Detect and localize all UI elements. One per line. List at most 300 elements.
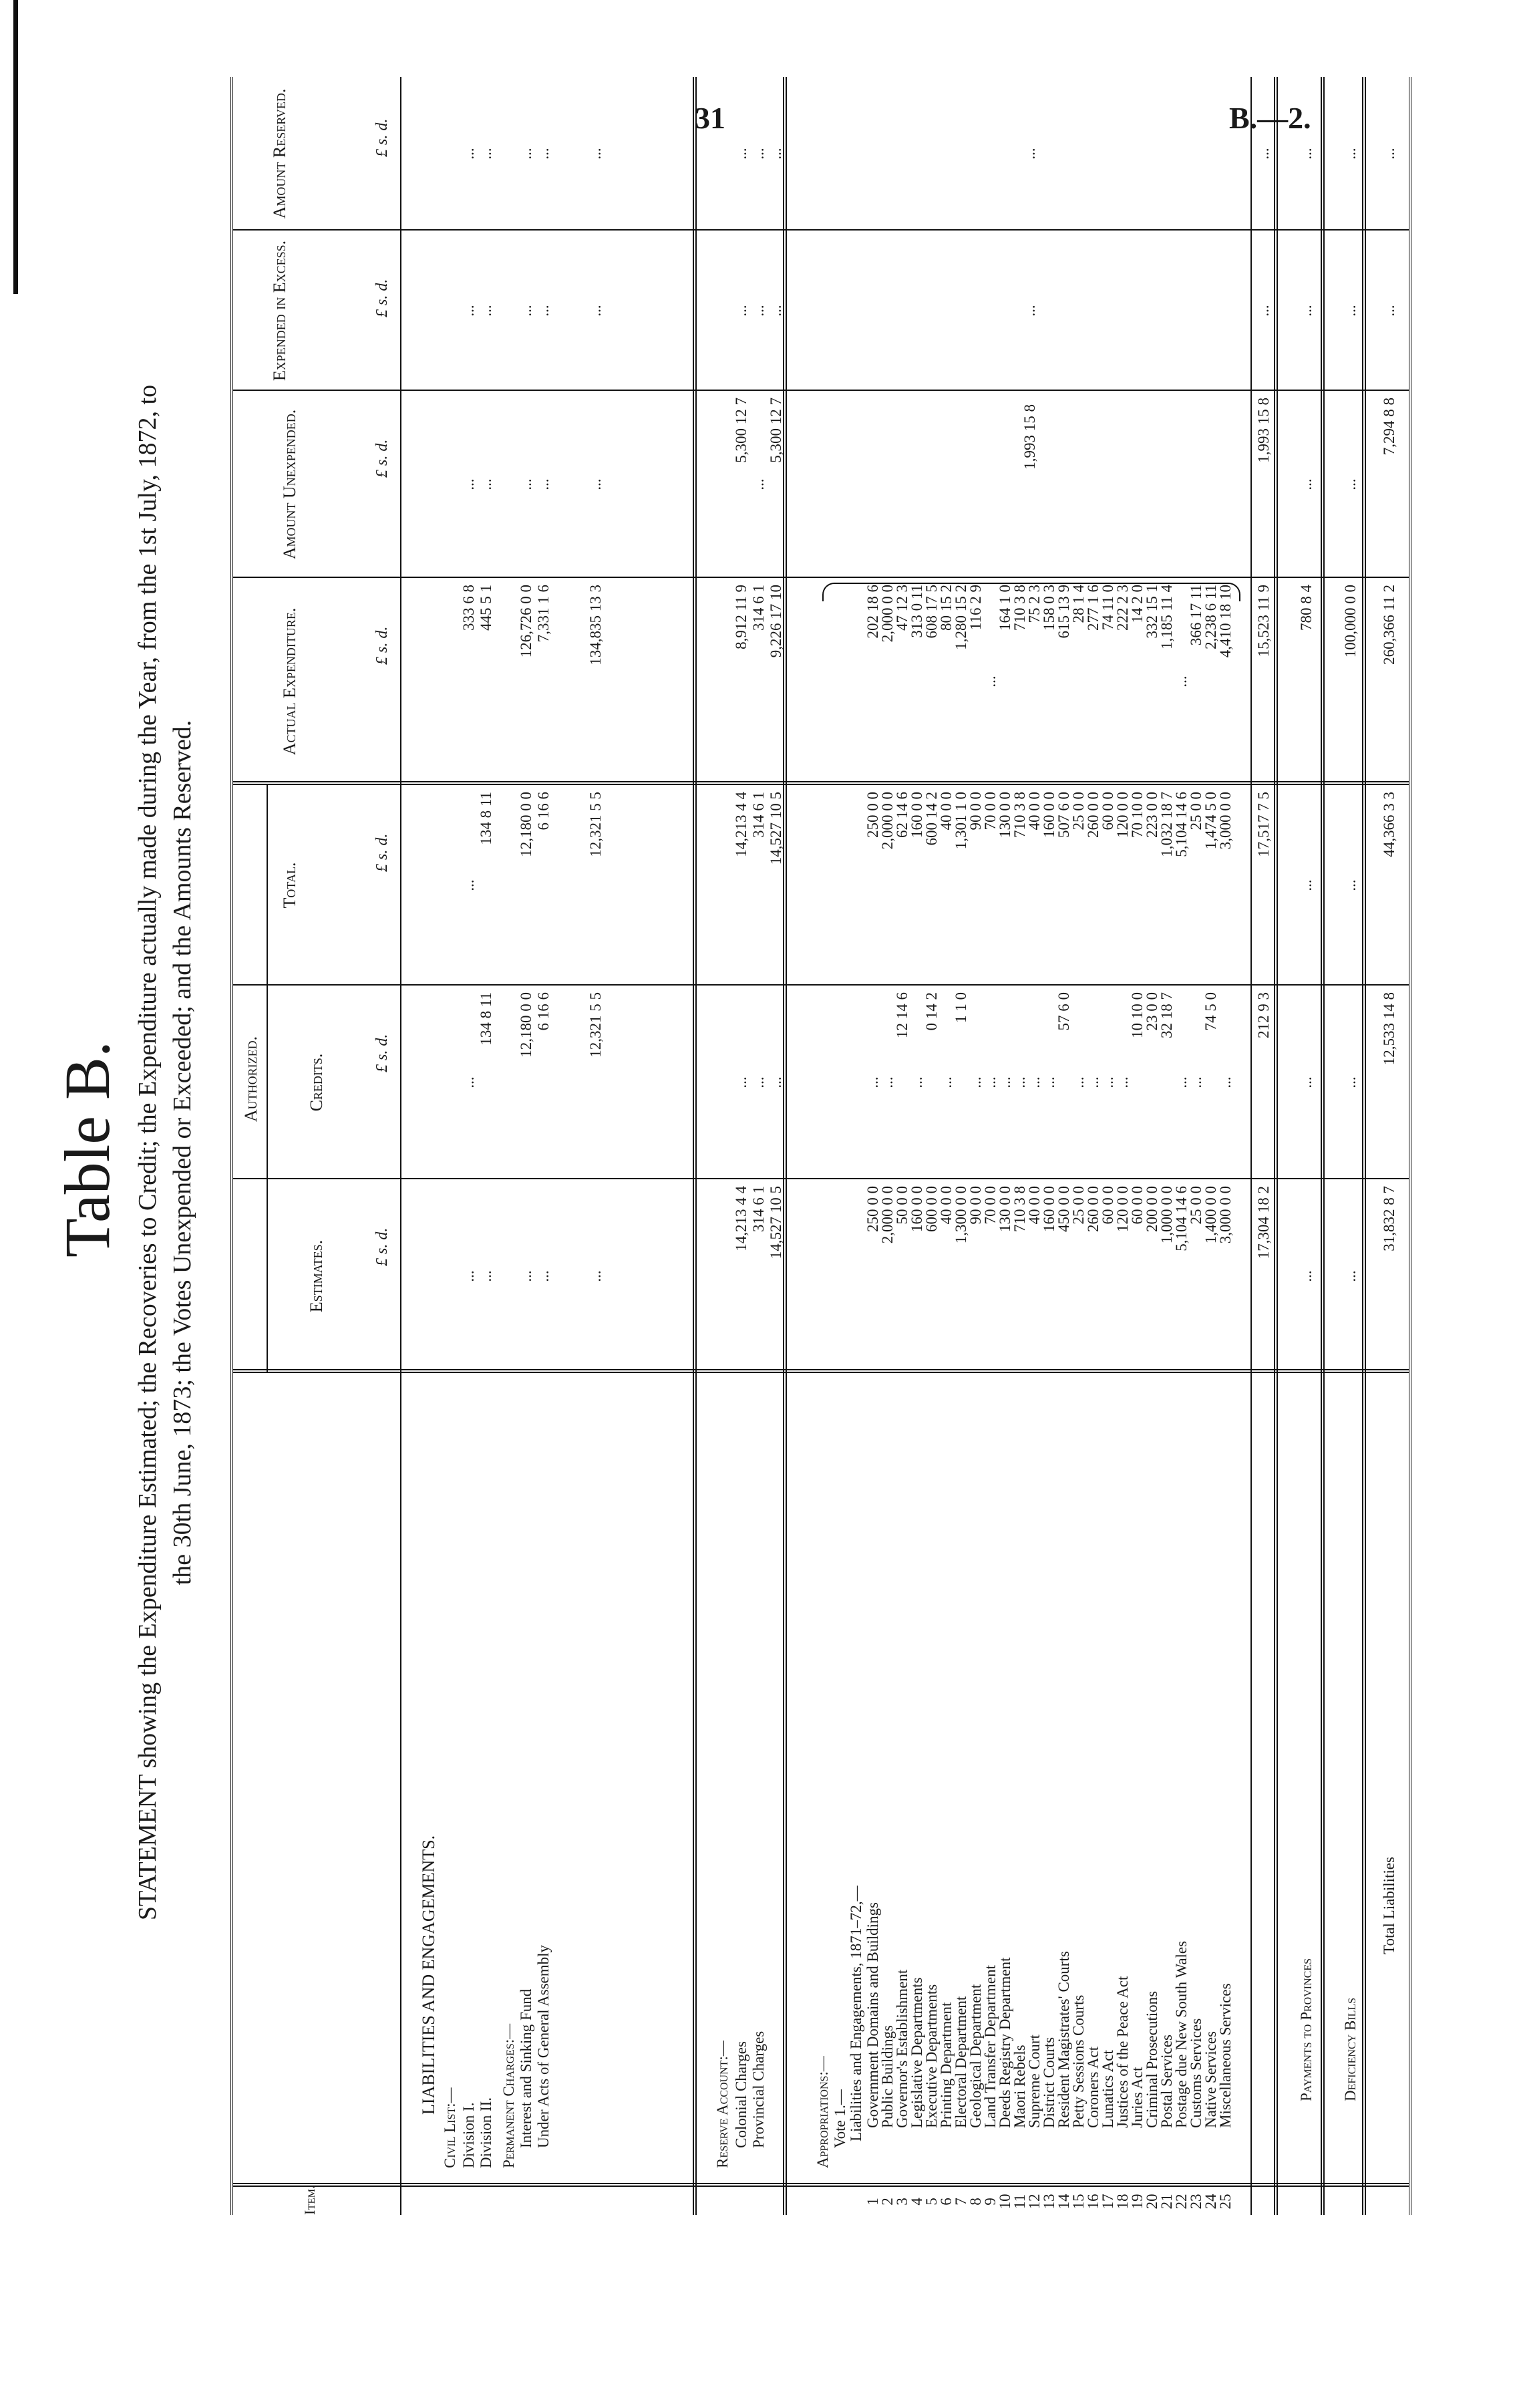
row-label-text: Total Liabilities bbox=[1381, 1857, 1397, 1954]
cell-cred: ... bbox=[1011, 1076, 1028, 1088]
row-label-text: Public Buildings bbox=[879, 2025, 896, 2128]
vote-brace bbox=[822, 583, 1240, 601]
cell-res: ... bbox=[733, 148, 749, 160]
row-label bbox=[535, 1640, 552, 2181]
row-label-text: Colonial Charges bbox=[733, 2041, 749, 2148]
cell-est: 600 0 0 bbox=[923, 1186, 940, 1232]
page-number: 31 bbox=[695, 101, 725, 135]
cell-cred: ... bbox=[750, 1076, 767, 1088]
row-label-text: Postage due New South Wales bbox=[1173, 1940, 1190, 2128]
cell-cred: 12,321 5 5 bbox=[587, 992, 604, 1058]
cell-cred: ... bbox=[1085, 1076, 1102, 1088]
cell-tot: 130 0 0 bbox=[997, 792, 1013, 838]
cell-act: 366 17 11 bbox=[1188, 585, 1204, 646]
cell-est: 1,000 0 0 bbox=[1158, 1186, 1175, 1244]
table-row bbox=[500, 77, 517, 2215]
item-number: 16 bbox=[1085, 2194, 1102, 2210]
cell-est: 160 0 0 bbox=[908, 1186, 925, 1232]
cell-est: ... bbox=[535, 1270, 552, 1282]
table-row bbox=[714, 77, 731, 2215]
cell-unexp: ... bbox=[460, 478, 477, 490]
cell-act: 2,000 0 0 bbox=[879, 585, 896, 643]
cell-act: 134,835 13 3 bbox=[587, 585, 604, 665]
item-number: 8 bbox=[967, 2198, 984, 2206]
cell-unexp: 1,993 15 8 bbox=[1255, 398, 1272, 463]
cell-tot: 60 0 0 bbox=[1100, 792, 1116, 831]
cell-act: ... bbox=[1173, 675, 1190, 688]
vote-brace-excess: ... bbox=[1021, 305, 1038, 317]
table-row bbox=[1342, 77, 1359, 2215]
cell-cred: ... bbox=[460, 1076, 477, 1088]
row-label-text: Civil List:— bbox=[442, 2087, 458, 2168]
cell-est: 14,527 10 5 bbox=[768, 1186, 784, 1259]
cell-est: 60 0 0 bbox=[1129, 1186, 1146, 1225]
cell-tot: 25 0 0 bbox=[1188, 792, 1204, 831]
cell-est: 250 0 0 bbox=[864, 1186, 881, 1232]
cell-act: 7,331 1 6 bbox=[535, 585, 552, 643]
table-row bbox=[733, 77, 749, 2215]
cell-est: ... bbox=[587, 1270, 604, 1282]
row-label-text: Permanent Charges:— bbox=[500, 2023, 517, 2168]
unit-unexpended: £ s. d. bbox=[373, 439, 391, 478]
header-total: Total. bbox=[280, 862, 299, 909]
cell-tot: 14,527 10 5 bbox=[768, 792, 784, 865]
item-number: 21 bbox=[1158, 2194, 1175, 2210]
unit-excess: £ s. d. bbox=[373, 279, 391, 317]
item-number: 1 bbox=[864, 2198, 881, 2206]
item-number: 4 bbox=[908, 2198, 925, 2206]
cell-exc: ... bbox=[733, 305, 749, 317]
row-label-text: Printing Department bbox=[938, 2002, 955, 2128]
cell-exc: ... bbox=[768, 305, 784, 317]
cell-act: 710 3 8 bbox=[1011, 585, 1028, 631]
cell-res: ... bbox=[535, 148, 552, 160]
item-number: 9 bbox=[982, 2198, 999, 2206]
cell-exc: ... bbox=[750, 305, 767, 317]
cell-est: 1,400 0 0 bbox=[1202, 1186, 1219, 1244]
table-row bbox=[814, 77, 831, 2215]
row-label-text: Appropriations:— bbox=[814, 2056, 831, 2168]
header-authorized-rule bbox=[267, 785, 268, 1373]
cell-act: 164 1 0 bbox=[997, 585, 1013, 631]
cell-unexp: ... bbox=[478, 478, 494, 490]
cell-tot: 120 0 0 bbox=[1114, 792, 1131, 838]
cell-tot: 90 0 0 bbox=[967, 792, 984, 831]
cell-cred: ... bbox=[1100, 1076, 1116, 1088]
cell-exc: ... bbox=[1381, 305, 1397, 317]
expenditure-table bbox=[230, 77, 1411, 2215]
cell-act: 222 2 3 bbox=[1114, 585, 1131, 631]
cell-cred: ... bbox=[733, 1076, 749, 1088]
page-edge-bar bbox=[13, 0, 18, 294]
cell-res: ... bbox=[768, 148, 784, 160]
cell-act: 1,185 11 4 bbox=[1158, 585, 1175, 649]
cell-cred: ... bbox=[908, 1076, 925, 1088]
cell-res: ... bbox=[1381, 148, 1397, 160]
cell-tot: ... bbox=[460, 879, 477, 891]
unit-actual: £ s. d. bbox=[373, 626, 391, 665]
header-amount-unexpended: Amount Unexpended. bbox=[280, 409, 299, 560]
cell-tot: 710 3 8 bbox=[1011, 792, 1028, 838]
cell-act: 158 0 3 bbox=[1041, 585, 1057, 631]
cell-est: 2,000 0 0 bbox=[879, 1186, 896, 1244]
header-actual-expenditure: Actual Expenditure. bbox=[280, 607, 299, 756]
row-label-text: District Courts bbox=[1041, 2037, 1057, 2128]
cell-cred: ... bbox=[1217, 1076, 1234, 1088]
cell-tot: 62 14 6 bbox=[894, 792, 910, 838]
cell-act: 780 8 4 bbox=[1298, 585, 1315, 631]
cell-tot: 12,180 0 0 bbox=[518, 792, 534, 857]
cell-est: 3,000 0 0 bbox=[1217, 1186, 1234, 1244]
cell-est: 60 0 0 bbox=[1100, 1186, 1116, 1225]
item-number: 7 bbox=[953, 2198, 969, 2206]
table-row bbox=[535, 77, 552, 2215]
row-label-text: Miscellaneous Services bbox=[1217, 1983, 1234, 2128]
cell-exc: ... bbox=[535, 305, 552, 317]
cell-tot: 40 0 0 bbox=[1026, 792, 1043, 831]
header-expended-in-excess: Expended in Excess. bbox=[270, 240, 289, 382]
cell-est: 40 0 0 bbox=[938, 1186, 955, 1225]
rule-after-provinces bbox=[1321, 77, 1325, 2215]
cell-est: 50 0 0 bbox=[894, 1186, 910, 1225]
cell-act: 2,238 6 11 bbox=[1202, 585, 1219, 649]
row-label-text: Division I. bbox=[460, 2102, 477, 2168]
cell-est: 314 6 1 bbox=[750, 1186, 767, 1232]
cell-est: 450 0 0 bbox=[1055, 1186, 1072, 1232]
cell-tot: 160 0 0 bbox=[908, 792, 925, 838]
cell-res: ... bbox=[478, 148, 494, 160]
cell-est: 130 0 0 bbox=[997, 1186, 1013, 1232]
cell-act: 332 15 1 bbox=[1144, 585, 1160, 639]
cell-act: 15,523 11 9 bbox=[1255, 585, 1272, 657]
item-number: 24 bbox=[1202, 2194, 1219, 2210]
cell-act: 14 2 0 bbox=[1129, 585, 1146, 623]
row-label-text: Liabilities and Engagements, 1871–72,— bbox=[848, 1886, 864, 2141]
item-number: 23 bbox=[1188, 2194, 1204, 2210]
cell-act: 8,912 11 9 bbox=[733, 585, 749, 649]
cell-act: 47 12 3 bbox=[894, 585, 910, 631]
cell-act: 74 11 0 bbox=[1100, 585, 1116, 631]
heading-line-2: the 30th June, 1873; the Votes Unexpended or Exceeded; and the Amounts Reserved. bbox=[168, 720, 196, 1586]
table-row bbox=[1381, 77, 1397, 2215]
cell-tot: 44,366 3 3 bbox=[1381, 792, 1397, 857]
cell-est: 40 0 0 bbox=[1026, 1186, 1043, 1225]
cell-act: 202 18 6 bbox=[864, 585, 881, 639]
row-label-text: Coroners Act bbox=[1085, 2046, 1102, 2128]
cell-tot: 2,000 0 0 bbox=[879, 792, 896, 850]
table-row bbox=[848, 77, 864, 2215]
cell-act: 608 17 5 bbox=[923, 585, 940, 639]
cell-tot: 1,474 5 0 bbox=[1202, 792, 1219, 850]
table-row bbox=[478, 77, 494, 2215]
cell-tot: 14,213 4 4 bbox=[733, 792, 749, 857]
cell-est: ... bbox=[1342, 1270, 1359, 1282]
row-label-text: Customs Services bbox=[1188, 2018, 1204, 2128]
row-label bbox=[460, 1660, 477, 2181]
table-row bbox=[442, 77, 458, 2215]
cell-unexp: ... bbox=[587, 478, 604, 490]
row-label-text: Maori Rebels bbox=[1011, 2045, 1028, 2128]
cell-cred: ... bbox=[1026, 1076, 1043, 1088]
item-number: 25 bbox=[1217, 2194, 1234, 2210]
cell-exc: ... bbox=[1255, 305, 1272, 317]
item-number: 22 bbox=[1173, 2194, 1190, 2210]
cell-res: ... bbox=[750, 148, 767, 160]
vote-brace-reserved: ... bbox=[1021, 148, 1038, 160]
row-label bbox=[1255, 1674, 1272, 2181]
row-label-text: Criminal Prosecutions bbox=[1144, 1990, 1160, 2128]
cell-cred: 23 0 0 bbox=[1144, 992, 1160, 1031]
item-number: 5 bbox=[923, 2198, 940, 2206]
cell-unexp: ... bbox=[750, 478, 767, 490]
cell-tot: 507 6 0 bbox=[1055, 792, 1072, 838]
cell-cred: 12,180 0 0 bbox=[518, 992, 534, 1058]
unit-estimates: £ s. d. bbox=[373, 1227, 391, 1266]
cell-tot: 223 0 0 bbox=[1144, 792, 1160, 838]
cell-cred: ... bbox=[1114, 1076, 1131, 1088]
cell-unexp: ... bbox=[518, 478, 534, 490]
cell-est: 120 0 0 bbox=[1114, 1186, 1131, 1232]
page-reference: B.—2. bbox=[1229, 101, 1311, 135]
cell-act: 28 1 4 bbox=[1070, 585, 1087, 623]
row-label bbox=[832, 1640, 848, 2181]
rule-vote-subtotal bbox=[1250, 77, 1252, 2215]
cell-est: ... bbox=[460, 1270, 477, 1282]
item-number: 2 bbox=[879, 2198, 896, 2206]
cell-unexp: 5,300 12 7 bbox=[768, 398, 784, 463]
row-label-text: Petty Sessions Courts bbox=[1070, 1994, 1087, 2128]
item-number: 13 bbox=[1041, 2194, 1057, 2210]
cell-tot: 17,517 7 5 bbox=[1255, 792, 1272, 857]
cell-est: ... bbox=[518, 1270, 534, 1282]
cell-cred: 12 14 6 bbox=[894, 992, 910, 1038]
cell-tot: 5,104 14 6 bbox=[1173, 792, 1190, 857]
cell-cred: 212 9 3 bbox=[1255, 992, 1272, 1038]
row-label bbox=[478, 1660, 494, 2181]
row-label bbox=[1342, 1594, 1359, 2181]
cell-act: 1,280 15 2 bbox=[953, 585, 969, 650]
cell-tot: 6 16 6 bbox=[535, 792, 552, 831]
cell-est: 17,304 18 2 bbox=[1255, 1186, 1272, 1259]
table-row bbox=[768, 77, 784, 2215]
row-label-text: Electoral Department bbox=[953, 1996, 969, 2128]
row-label-text: Geological Department bbox=[967, 1984, 984, 2128]
row-label-text: Resident Magistrates' Courts bbox=[1055, 1951, 1072, 2128]
cell-tot: ... bbox=[1342, 879, 1359, 891]
cell-res: ... bbox=[1298, 148, 1315, 160]
cell-tot: 70 0 0 bbox=[982, 792, 999, 831]
statement-heading bbox=[130, 84, 200, 2222]
header-amount-reserved: Amount Reserved. bbox=[270, 88, 289, 219]
item-number: 17 bbox=[1100, 2194, 1116, 2210]
cell-cred: ... bbox=[938, 1076, 955, 1088]
cell-unexp: 5,300 12 7 bbox=[733, 398, 749, 463]
row-label-text: Juries Act bbox=[1129, 2067, 1146, 2128]
cell-tot: 314 6 1 bbox=[750, 792, 767, 838]
header-item: Item. bbox=[301, 2185, 318, 2215]
cell-est: 260 0 0 bbox=[1085, 1186, 1102, 1232]
unit-reserved: £ s. d. bbox=[373, 118, 391, 157]
table-row bbox=[518, 77, 534, 2215]
row-label-text: Land Transfer Department bbox=[982, 1965, 999, 2128]
cell-cred: ... bbox=[1342, 1076, 1359, 1088]
cell-tot: 134 8 11 bbox=[478, 792, 494, 845]
cell-act: 277 1 6 bbox=[1085, 585, 1102, 631]
item-number: 20 bbox=[1144, 2194, 1160, 2210]
cell-cred: ... bbox=[1041, 1076, 1057, 1088]
row-label bbox=[848, 1634, 864, 2181]
header-authorized: Authorized. bbox=[241, 1036, 261, 1122]
cell-res: ... bbox=[518, 148, 534, 160]
cell-act: 260,366 11 2 bbox=[1381, 585, 1397, 665]
vote-brace-unexpended: 1,993 15 8 bbox=[1021, 404, 1038, 470]
cell-cred: ... bbox=[864, 1076, 881, 1088]
cell-unexp: ... bbox=[1298, 478, 1315, 490]
row-label bbox=[1298, 1594, 1315, 2181]
cell-exc: ... bbox=[478, 305, 494, 317]
row-label bbox=[500, 1660, 517, 2181]
cell-est: 25 0 0 bbox=[1070, 1186, 1087, 1225]
row-label-text: Executive Departments bbox=[923, 1984, 940, 2128]
cell-cred: 134 8 11 bbox=[478, 992, 494, 1046]
cell-res: ... bbox=[1342, 148, 1359, 160]
cell-unexp: ... bbox=[535, 478, 552, 490]
item-number: 12 bbox=[1026, 2194, 1043, 2210]
table-row bbox=[750, 77, 767, 2215]
cell-tot: 25 0 0 bbox=[1070, 792, 1087, 831]
row-label-text: Division II. bbox=[478, 2097, 494, 2168]
table-row bbox=[420, 77, 437, 2215]
cell-tot: 70 10 0 bbox=[1129, 792, 1146, 838]
cell-cred: ... bbox=[1298, 1076, 1315, 1088]
row-label-text: Provincial Charges bbox=[750, 2030, 767, 2148]
cell-exc: ... bbox=[587, 305, 604, 317]
row-label bbox=[733, 1640, 749, 2181]
cell-cred: 74 5 0 bbox=[1202, 992, 1219, 1031]
cell-cred: ... bbox=[1188, 1076, 1204, 1088]
row-label-text: Under Acts of General Assembly bbox=[535, 1944, 552, 2148]
table-row bbox=[1255, 77, 1272, 2215]
cell-cred: ... bbox=[1070, 1076, 1087, 1088]
row-label-text: Justices of the Peace Act bbox=[1114, 1976, 1131, 2128]
cell-act: 116 2 9 bbox=[967, 585, 984, 631]
cell-cred: ... bbox=[768, 1076, 784, 1088]
cell-cred: ... bbox=[879, 1076, 896, 1088]
row-label-text: Reserve Account:— bbox=[714, 2041, 731, 2168]
cell-act: 126,726 0 0 bbox=[518, 585, 534, 658]
item-number: 15 bbox=[1070, 2194, 1087, 2210]
table-row bbox=[832, 77, 848, 2215]
table-row bbox=[1217, 77, 1234, 2215]
cell-tot: 1,301 1 0 bbox=[953, 792, 969, 850]
row-label-text: Supreme Court bbox=[1026, 2035, 1043, 2128]
row-label bbox=[750, 1640, 767, 2181]
row-label-text: Native Services bbox=[1202, 2031, 1219, 2128]
cell-est: 31,832 8 7 bbox=[1381, 1186, 1397, 1251]
rule-after-reserve bbox=[783, 77, 787, 2215]
cell-cred: ... bbox=[1173, 1076, 1190, 1088]
cell-act: 615 13 9 bbox=[1055, 585, 1072, 639]
row-label bbox=[768, 1674, 784, 2181]
cell-est: 5,104 14 6 bbox=[1173, 1186, 1190, 1251]
cell-tot: 160 0 0 bbox=[1041, 792, 1057, 838]
cell-est: 160 0 0 bbox=[1041, 1186, 1057, 1232]
rule-after-vote bbox=[1274, 77, 1278, 2215]
cell-est: 200 0 0 bbox=[1144, 1186, 1160, 1232]
table-row bbox=[460, 77, 477, 2215]
cell-exc: ... bbox=[1342, 305, 1359, 317]
cell-est: 70 0 0 bbox=[982, 1186, 999, 1225]
item-number: 19 bbox=[1129, 2194, 1146, 2210]
row-label-text: Government Domains and Buildings bbox=[864, 1902, 881, 2128]
cell-cred: 57 6 0 bbox=[1055, 992, 1072, 1031]
cell-est: ... bbox=[1298, 1270, 1315, 1282]
cell-est: 1,300 0 0 bbox=[953, 1186, 969, 1244]
cell-cred: 12,533 14 8 bbox=[1381, 992, 1397, 1066]
cell-est: ... bbox=[478, 1270, 494, 1282]
unit-total: £ s. d. bbox=[373, 833, 391, 872]
table-row bbox=[587, 77, 604, 2215]
row-label-text: Interest and Sinking Fund bbox=[518, 1988, 534, 2148]
header-estimates: Estimates. bbox=[307, 1239, 326, 1313]
cell-act: 75 2 3 bbox=[1026, 585, 1043, 623]
cell-cred: ... bbox=[967, 1076, 984, 1088]
cell-cred: ... bbox=[997, 1076, 1013, 1088]
row-label bbox=[814, 1660, 831, 2181]
cell-act: 333 6 8 bbox=[460, 585, 477, 631]
row-label-text: Payments to Provinces bbox=[1298, 1958, 1315, 2101]
row-label bbox=[1217, 1620, 1234, 2181]
item-number: 6 bbox=[938, 2198, 955, 2206]
row-label-text: Deeds Registry Department bbox=[997, 1957, 1013, 2128]
cell-res: ... bbox=[587, 148, 604, 160]
cell-unexp: 7,294 8 8 bbox=[1381, 398, 1397, 456]
cell-est: 90 0 0 bbox=[967, 1186, 984, 1225]
row-label bbox=[442, 1660, 458, 2181]
rule-before-total bbox=[1362, 77, 1366, 2215]
item-number: 10 bbox=[997, 2194, 1013, 2210]
cell-act: 4,410 18 10 bbox=[1217, 585, 1234, 658]
cell-tot: 260 0 0 bbox=[1085, 792, 1102, 838]
cell-cred: 0 14 2 bbox=[923, 992, 940, 1031]
cell-res: ... bbox=[1255, 148, 1272, 160]
row-label bbox=[1381, 1447, 1397, 2181]
cell-unexp: ... bbox=[1342, 478, 1359, 490]
row-label-text: Legislative Departments bbox=[908, 1977, 925, 2128]
cell-cred: ... bbox=[982, 1076, 999, 1088]
cell-act: 100,000 0 0 bbox=[1342, 585, 1359, 658]
row-label-text: Governor's Establishment bbox=[894, 1969, 910, 2128]
table-header bbox=[233, 77, 401, 2215]
cell-cred: 10 10 0 bbox=[1129, 992, 1146, 1038]
cell-exc: ... bbox=[1298, 305, 1315, 317]
cell-act: 80 15 2 bbox=[938, 585, 955, 631]
cell-tot: ... bbox=[1298, 879, 1315, 891]
table-title: Table B. bbox=[51, 1041, 123, 1257]
cell-tot: 12,321 5 5 bbox=[587, 792, 604, 857]
cell-tot: 1,032 18 7 bbox=[1158, 792, 1175, 857]
cell-exc: ... bbox=[518, 305, 534, 317]
row-label-text: LIABILITIES AND ENGAGEMENTS. bbox=[419, 1835, 438, 2115]
cell-cred: 1 1 0 bbox=[953, 992, 969, 1023]
cell-act: 314 6 1 bbox=[750, 585, 767, 631]
unit-credits: £ s. d. bbox=[373, 1034, 391, 1072]
cell-cred: 32 18 7 bbox=[1158, 992, 1175, 1038]
cell-act: 9,226 17 10 bbox=[768, 585, 784, 658]
row-label-text: Deficiency Bills bbox=[1342, 1997, 1359, 2101]
cell-act: 445 5 1 bbox=[478, 585, 494, 631]
cell-exc: ... bbox=[460, 305, 477, 317]
